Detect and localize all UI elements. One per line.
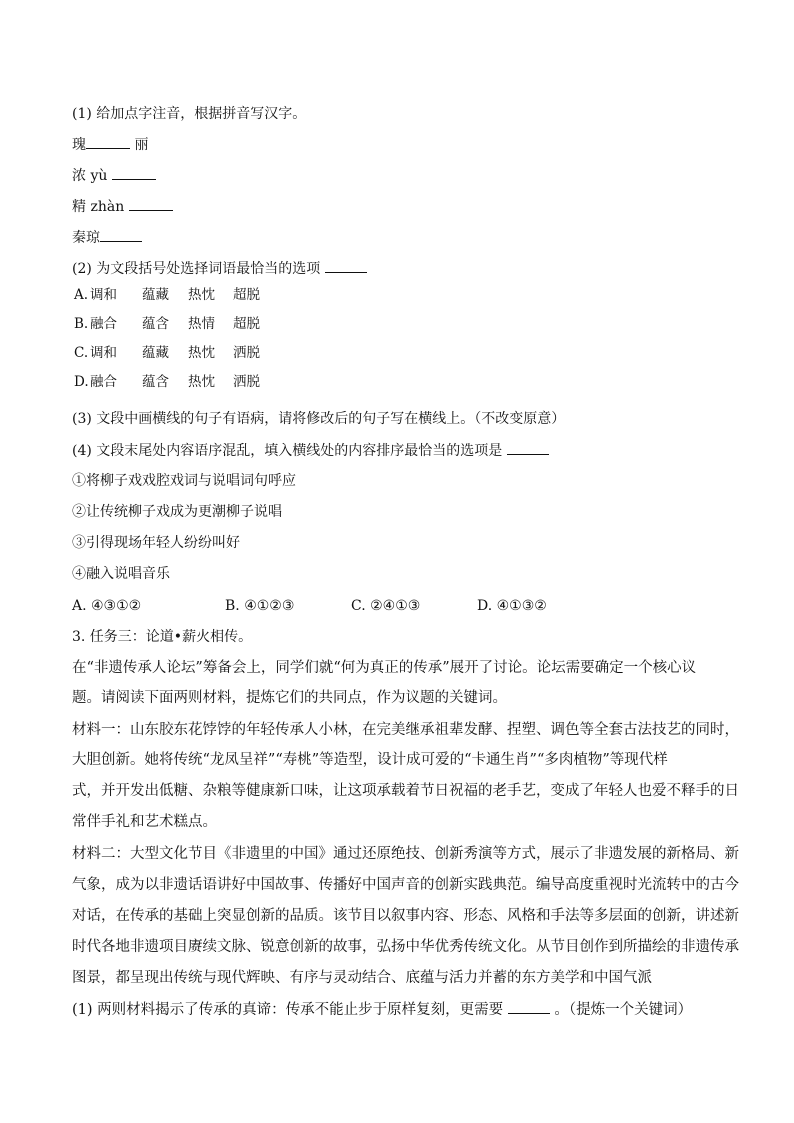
choice-a[interactable]: A. ④③①② [72,598,142,614]
answer-blank[interactable] [112,165,156,180]
material-2-line: 对话，在传承的基础上突显创新的品质。该节目以叙事内容、形态、风格和手法等多层面的创新，讲述新 [72,908,739,924]
option-row [74,372,260,392]
option-word: 融合 [90,316,117,332]
section-3-question-1 [72,996,692,1024]
answer-blank[interactable] [100,227,142,242]
order-item: ④融入说唱音乐 [72,566,170,582]
material-1-line: 大胆创新。她将传统“龙凤呈祥”“寿桃”等造型，设计成可爱的“卡通生肖”“多肉植物”等现代样 [72,752,668,768]
pinyin-item [72,165,156,186]
intro-line: 题。请阅读下面两则材料，提炼它们的共同点，作为议题的关键词。 [72,690,507,706]
option-word: 热忱 [188,374,215,390]
option-row [74,285,260,305]
material-2-line: 气象，成为以非遗话语讲好中国故事、传播好中国声音的创新实践典范。编导高度重视时光流转中的古今 [72,877,739,893]
order-item: ①将柳子戏戏腔戏词与说唱词句呼应 [72,473,296,489]
question-3-prompt: (3) 文段中画横线的句子有语病，请将修改后的句子写在横线上。（不改变原意） [72,411,566,427]
pinyin-item-text: 瑰 [72,137,86,153]
material-1-line: 材料一：山东胶东花饽饽的年轻传承人小林，在完美继承祖辈发酵、捏塑、调色等全套古法技艺的同时， [72,722,739,738]
order-item: ②让传统柳子戏成为更潮柳子说唱 [72,504,282,520]
option-letter: B. [74,316,89,332]
answer-blank[interactable] [508,999,550,1014]
question-1-prompt: (1) 给加点字注音，根据拼音写汉字。 [72,106,307,122]
answer-blank[interactable] [325,258,367,273]
option-letter: D. [74,374,89,390]
pinyin-item [72,196,173,217]
option-word: 洒脱 [233,345,260,361]
answer-blank[interactable] [86,134,130,149]
choice-row [72,596,547,616]
material-1-line: 式，并开发出低糖、杂粮等健康新口味，让这项承载着节日祝福的老手艺，变成了年轻人也爱不释手的日 [72,783,739,799]
answer-blank[interactable] [507,440,549,455]
option-word: 蕴含 [142,316,169,332]
question-2-text: (2) 为文段括号处选择词语最恰当的选项 [72,261,321,277]
pinyin-item-text: 浓 yù [72,168,108,184]
pinyin-item-text: 秦琼 [72,230,100,246]
material-2-line: 材料二：大型文化节目《非遗里的中国》通过还原绝技、创新秀演等方式，展示了非遗发展的新格局、新 [72,846,739,862]
option-word: 蕴含 [142,374,169,390]
option-word: 超脱 [233,316,260,332]
order-item: ③引得现场年轻人纷纷叫好 [72,535,240,551]
option-word: 融合 [90,374,117,390]
pinyin-item [72,134,148,155]
pinyin-item-text: 精 zhàn [72,199,125,215]
question-suffix: 。（提炼一个关键词） [554,1002,693,1018]
pinyin-item-suffix: 丽 [134,137,149,153]
option-word: 调和 [90,287,117,303]
option-word: 热情 [188,316,215,332]
question-4-text: (4) 文段末尾处内容语序混乱，填入横线处的内容排序最恰当的选项是 [72,443,503,459]
option-word: 蕴藏 [142,345,169,361]
option-word: 热忱 [188,287,215,303]
answer-blank[interactable] [129,196,173,211]
option-word: 热忱 [188,345,215,361]
option-row [74,343,260,363]
option-letter: C. [74,345,89,361]
option-word: 超脱 [233,287,260,303]
choice-d[interactable]: D. ④①③② [477,598,547,614]
choice-c[interactable]: C. ②④①③ [351,598,421,614]
pinyin-item [72,227,142,248]
intro-line: 在“非遗传承人论坛”筹备会上，同学们就“何为真正的传承”展开了讨论。论坛需要确定一个核心议 [72,660,697,676]
option-word: 蕴藏 [142,287,169,303]
material-2-line: 时代各地非遗项目赓续文脉、锐意创新的故事，弘扬中华优秀传统文化。从节目创作到所描绘的非遗传承 [72,939,739,955]
choice-b[interactable]: B. ④①②③ [225,598,295,614]
option-word: 调和 [90,345,117,361]
material-2-line: 图景，都呈现出传统与现代辉映、有序与灵动结合、底蕴与活力并蓄的东方美学和中国气派 [72,970,652,986]
material-1-line: 常伴手礼和艺术糕点。 [72,814,217,830]
question-4-prompt [72,440,549,461]
section-3-heading: 3. 任务三：论道•薪火相传。 [72,629,253,645]
question-2-prompt [72,258,367,279]
question-text: (1) 两则材料揭示了传承的真谛：传承不能止步于原样复刻，更需要 [72,1002,504,1018]
option-letter: A. [74,287,89,303]
option-row [74,314,260,334]
option-word: 洒脱 [233,374,260,390]
